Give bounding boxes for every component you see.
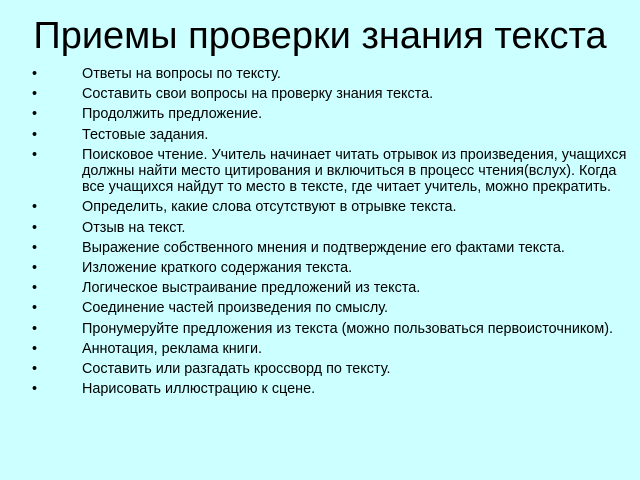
bullet-text: Ответы на вопросы по тексту.: [82, 66, 281, 82]
bullet-marker-icon: •: [32, 199, 38, 216]
bullet-item: [32, 240, 632, 256]
bullet-marker-icon: •: [32, 106, 38, 123]
bullet-item: [32, 220, 632, 236]
bullet-item: [32, 381, 632, 397]
bullet-marker-icon: •: [32, 280, 38, 297]
bullet-marker-icon: •: [32, 320, 38, 337]
bullet-item: [32, 280, 632, 296]
bullet-text: Пронумеруйте предложения из текста (можно пользоваться первоисточником).: [82, 320, 613, 337]
slide-title: Приемы проверки знания текста: [33, 15, 607, 57]
bullet-text: Выражение собственного мнения и подтверждение его фактами текста.: [82, 239, 565, 256]
bullet-text: Нарисовать иллюстрацию к сцене.: [82, 381, 316, 398]
bullet-item: [32, 300, 632, 316]
bullet-text: Определить, какие слова отсутствуют в отрывке текста.: [82, 199, 457, 216]
bullet-marker-icon: •: [32, 219, 38, 236]
bullet-marker-icon: •: [32, 66, 38, 82]
bullet-item: [32, 127, 632, 143]
bullet-item: [32, 86, 632, 102]
bullet-marker-icon: •: [32, 381, 38, 398]
bullet-marker-icon: •: [32, 239, 38, 256]
bullet-marker-icon: •: [32, 340, 38, 357]
bullet-item: [32, 260, 632, 276]
bullet-text: Аннотация, реклама книги.: [82, 340, 263, 357]
bullet-marker-icon: •: [32, 146, 38, 163]
bullet-text: Логическое выстраивание предложений из текста.: [82, 280, 421, 297]
bullet-list: [32, 66, 632, 401]
bullet-text: Соединение частей произведения по смыслу.: [82, 300, 388, 317]
bullet-text: Изложение краткого содержания текста.: [82, 260, 353, 277]
bullet-marker-icon: •: [32, 86, 38, 103]
bullet-text: Продолжить предложение.: [82, 106, 263, 123]
bullet-text: Составить или разгадать кроссворд по тексту.: [82, 361, 391, 378]
bullet-item: [32, 147, 632, 196]
bullet-marker-icon: •: [32, 260, 38, 277]
bullet-item: [32, 106, 632, 122]
bullet-item: [32, 66, 632, 82]
bullet-marker-icon: •: [32, 126, 38, 143]
bullet-text: Тестовые задания.: [82, 126, 209, 143]
bullet-item: [32, 361, 632, 377]
bullet-text: Составить свои вопросы на проверку знания текста.: [82, 86, 434, 103]
bullet-item: [32, 321, 632, 337]
bullet-item: [32, 341, 632, 357]
bullet-text: Поисковое чтение. Учитель начинает читать отрывок из произведения, учащихся должны найти место цитирования и включиться в процесс чтения(вслух). Когда все учащихся найдут то место в тексте, где читает учитель, можно прекратить.: [82, 146, 627, 196]
bullet-text: Отзыв на текст.: [82, 219, 186, 236]
bullet-item: [32, 199, 632, 215]
bullet-marker-icon: •: [32, 300, 38, 317]
bullet-marker-icon: •: [32, 361, 38, 378]
